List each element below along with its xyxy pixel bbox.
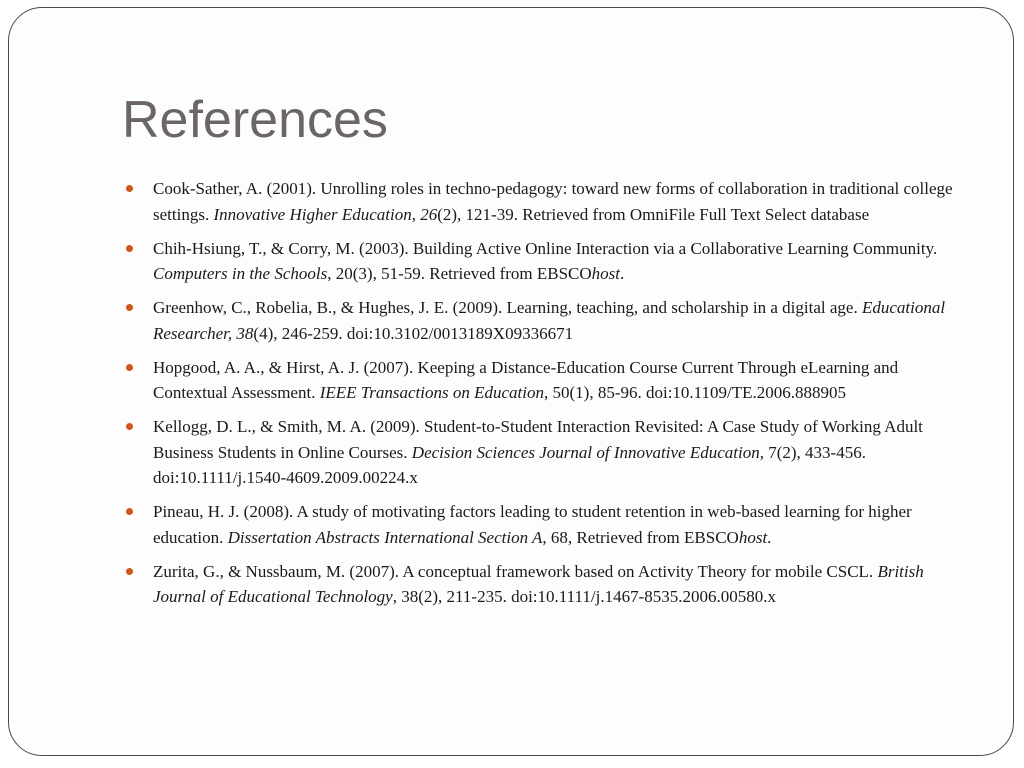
reference-citation: Cook-Sather, A. (2001). Unrolling roles in techno-pedagogy: toward new forms of collaboration in traditional college settings. bbox=[153, 179, 953, 224]
reference-details: , 7(2), 433-456. doi:10.1111/j.1540-4609.2009.00224.x bbox=[153, 442, 866, 487]
reference-source: Innovative Higher Education bbox=[213, 204, 412, 224]
bullet-icon bbox=[126, 304, 133, 311]
reference-item bbox=[125, 414, 977, 491]
reference-text bbox=[153, 502, 912, 547]
reference-host: host bbox=[738, 527, 768, 547]
reference-text bbox=[153, 358, 898, 403]
reference-item bbox=[125, 176, 977, 227]
bullet-icon bbox=[126, 508, 133, 515]
reference-details: (2), 121-39. Retrieved from OmniFile Full Text Select database bbox=[437, 204, 870, 224]
reference-source: IEEE Transactions on Education bbox=[319, 383, 544, 402]
reference-text bbox=[153, 179, 953, 224]
reference-citation: Hopgood, A. A., & Hirst, A. J. (2007). Keeping a Distance-Education Course Current Through eLearning and Contextual Assessment. bbox=[153, 357, 899, 402]
reference-host: host bbox=[591, 264, 620, 283]
reference-text bbox=[153, 417, 923, 487]
reference-source: Educational Researcher, 38 bbox=[153, 298, 946, 343]
reference-text bbox=[153, 239, 937, 284]
reference-details: , 50(1), 85-96. doi:10.1109/TE.2006.888905 bbox=[544, 383, 847, 402]
reference-citation: Kellogg, D. L., & Smith, M. A. (2009). Student-to-Student Interaction Revisited: A Case Study of Working Adult Business Students in Online Courses. bbox=[153, 417, 923, 462]
bullet-icon bbox=[126, 185, 133, 192]
reference-source: Dissertation Abstracts International Section A bbox=[227, 527, 543, 547]
reference-item bbox=[125, 236, 977, 287]
bullet-icon bbox=[126, 245, 133, 252]
reference-citation: Pineau, H. J. (2008). A study of motivating factors leading to student retention in web-based learning for higher education. bbox=[153, 502, 912, 547]
reference-source: British Journal of Educational Technology bbox=[153, 561, 924, 606]
reference-citation: Greenhow, C., Robelia, B., & Hughes, J. E. (2009). Learning, teaching, and scholarship in a digital age. bbox=[153, 298, 862, 317]
bullet-icon bbox=[126, 364, 133, 371]
reference-list bbox=[125, 176, 977, 618]
reference-separator: , bbox=[411, 204, 421, 224]
reference-details: (4), 246-259. doi:10.3102/0013189X09336671 bbox=[253, 323, 574, 343]
reference-details: , 38(2), 211-235. doi:10.1111/j.1467-8535.2006.00580.x bbox=[392, 587, 776, 606]
slide-title: References bbox=[122, 91, 388, 149]
reference-volume: 26 bbox=[420, 204, 438, 224]
reference-source: Decision Sciences Journal of Innovative Education bbox=[411, 442, 760, 462]
bullet-icon bbox=[126, 423, 133, 430]
reference-details: , 20(3), 51-59. Retrieved from EBSCO bbox=[327, 264, 592, 283]
reference-item bbox=[125, 355, 977, 406]
reference-source: Computers in the Schools bbox=[153, 264, 328, 283]
bullet-icon bbox=[126, 568, 133, 575]
reference-item bbox=[125, 559, 977, 610]
reference-end: . bbox=[620, 264, 625, 283]
reference-citation: Chih-Hsiung, T., & Corry, M. (2003). Building Active Online Interaction via a Collaborative Learning Community. bbox=[153, 238, 938, 258]
reference-details: , 68, Retrieved from EBSCO bbox=[542, 527, 739, 547]
reference-item bbox=[125, 295, 977, 346]
reference-text bbox=[153, 562, 924, 607]
slide-frame bbox=[8, 7, 1014, 756]
reference-item bbox=[125, 499, 977, 550]
reference-text bbox=[153, 298, 945, 343]
reference-citation: Zurita, G., & Nussbaum, M. (2007). A conceptual framework based on Activity Theory for mobile CSCL. bbox=[153, 561, 878, 581]
reference-end: . bbox=[767, 527, 772, 547]
